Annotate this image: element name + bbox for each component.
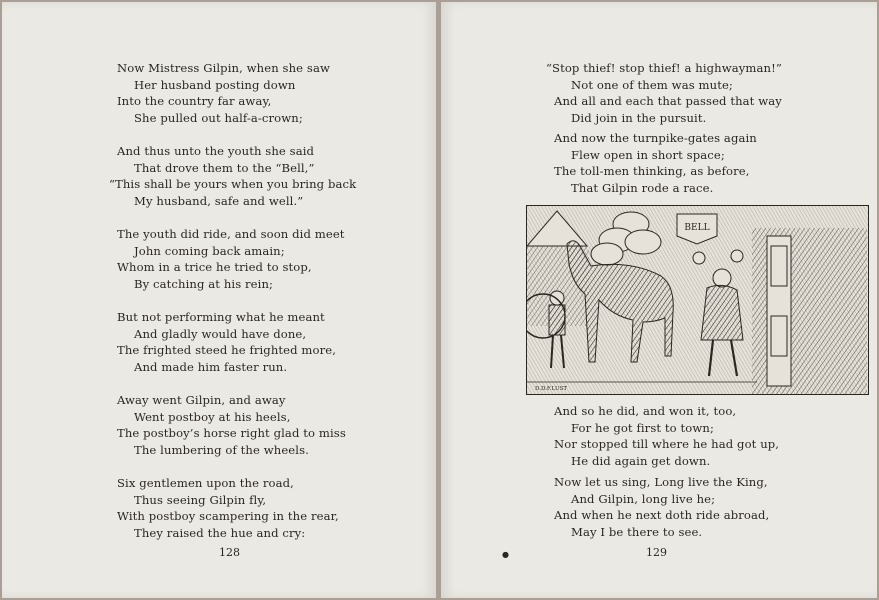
verse-line: Now Mistress Gilpin, when she saw — [117, 61, 331, 75]
left-page — [2, 2, 436, 598]
verse-line: And so he did, and won it, too, — [554, 404, 737, 418]
verse-line: May I be there to see. — [571, 524, 703, 539]
verse-line: John coming back amain; — [134, 243, 285, 258]
verse-line: He did again get down. — [571, 453, 711, 468]
verse-line: For he got first to town; — [571, 420, 714, 435]
verse-line: Away went Gilpin, and away — [117, 393, 286, 407]
verse-line: Now let us sing, Long live the King, — [554, 475, 768, 489]
verse-line: “Stop thief! stop thief! a highwayman!” — [546, 61, 782, 75]
page-number: 128 — [219, 546, 240, 559]
verse-line: The postboy’s horse right glad to miss — [117, 426, 346, 441]
verse-line: My husband, safe and well.” — [134, 193, 304, 208]
stanza-3 — [117, 226, 345, 292]
engraver-signature: D.D.F.LUST — [535, 386, 568, 392]
verse-line: They raised the hue and cry: — [134, 525, 306, 540]
verse-line: Not one of them was mute; — [571, 77, 733, 92]
verse-line: Went postboy at his heels, — [134, 409, 291, 424]
printer-mark: ● — [502, 550, 509, 559]
stanza-7 — [546, 60, 782, 126]
verse-line: Flew open in short space; — [571, 147, 725, 162]
stanza-4 — [117, 309, 336, 375]
verse-line: And gladly would have done, — [134, 326, 307, 341]
verse-line: Whom in a trice he tried to stop, — [117, 260, 312, 275]
page-number: 129 — [646, 546, 667, 559]
verse-line: The lumbering of the wheels. — [134, 442, 309, 457]
verse-line: Into the country far away, — [117, 94, 272, 109]
engraving-drawing — [527, 206, 868, 394]
verse-line: She pulled out half-a-crown; — [134, 110, 303, 125]
stanza-5 — [117, 392, 346, 458]
verse-line: But not performing what he meant — [117, 310, 325, 324]
verse-line: And when he next doth ride abroad, — [554, 508, 770, 523]
verse-line: That Gilpin rode a race. — [571, 180, 714, 195]
stanza-2 — [109, 143, 357, 209]
verse-line: Her husband posting down — [134, 77, 296, 92]
verse-line: Thus seeing Gilpin fly, — [134, 492, 267, 507]
bell-sign-text: BELL — [684, 223, 710, 233]
verse-line: The toll-men thinking, as before, — [554, 164, 750, 179]
stanza-1 — [117, 60, 330, 126]
stanza-10 — [554, 474, 769, 540]
right-page — [441, 2, 877, 598]
verse-line: And all and each that passed that way — [554, 94, 782, 109]
verse-line: Six gentlemen upon the road, — [117, 476, 294, 490]
verse-line: And made him faster run. — [134, 359, 288, 374]
verse-line: With postboy scampering in the rear, — [117, 509, 339, 524]
stanza-9 — [554, 403, 779, 469]
stanza-8 — [554, 130, 757, 196]
engraving-illustration — [526, 205, 869, 395]
verse-line: “This shall be yours when you bring back — [109, 177, 357, 192]
verse-line: That drove them to the “Bell,” — [134, 160, 315, 175]
verse-line: By catching at his rein; — [134, 276, 274, 291]
verse-line: The frighted steed he frighted more, — [117, 343, 336, 358]
verse-line: Nor stopped till where he had got up, — [554, 437, 780, 452]
verse-line: And Gilpin, long live he; — [571, 491, 716, 506]
verse-line: The youth did ride, and soon did meet — [117, 227, 345, 241]
verse-line: Did join in the pursuit. — [571, 110, 707, 125]
stanza-6 — [117, 475, 339, 541]
verse-line: And thus unto the youth she said — [117, 144, 315, 158]
verse-line: And now the turnpike-gates again — [554, 131, 757, 145]
